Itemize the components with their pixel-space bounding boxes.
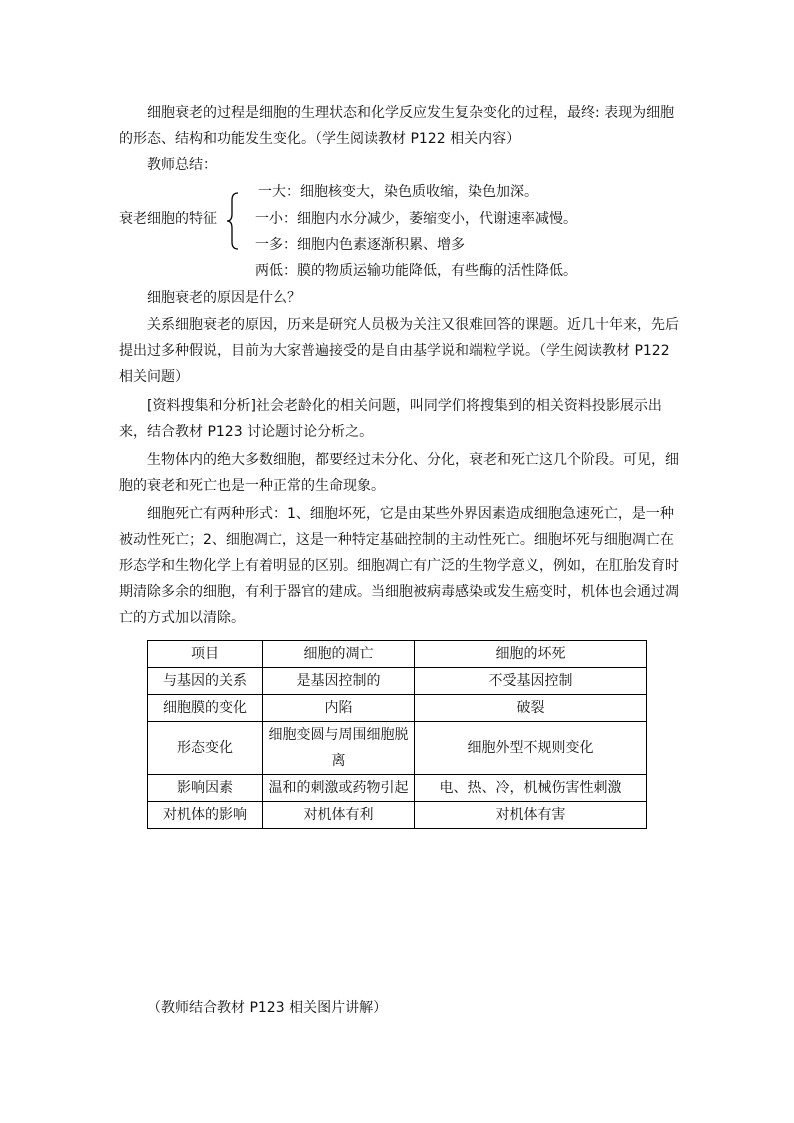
table-cell: 细胞膜的变化 <box>148 695 263 722</box>
table-cell: 细胞外型不规则变化 <box>415 722 647 775</box>
intro-paragraph: 细胞衰老的过程是细胞的生理状态和化学反应发生复杂变化的过程，最终: 表现为细胞的形态、结构和功能发生变化。（学生阅读教材 P122 相关内容） <box>119 105 675 147</box>
question-heading: 细胞衰老的原因是什么？ <box>147 290 301 306</box>
table-row <box>148 668 647 695</box>
death-forms-paragraph: 细胞死亡有两种形式：1、细胞坏死，它是由某些外界因素造成细胞急速死亡，是一种被动性死亡；2、细胞凋亡，这是一种特定基础控制的主动性死亡。细胞坏死与细胞凋亡在形态学和生物化学上有着明显的区别。细胞凋亡有广泛的生物学意义，例如，在肛胎发育时期清除多余的细胞，有利于器官的建成。当细胞被病毒感染或发生癌变时，机体也会通过凋亡的方式加以清除。 <box>119 506 679 626</box>
table-cell: 对机体有害 <box>415 802 647 829</box>
features-label: 衰老细胞的特征 <box>119 211 217 227</box>
table-cell: 是基因控制的 <box>263 668 415 695</box>
stages-paragraph: 生物体内的绝大多数细胞，都要经过未分化、分化，衰老和死亡这几个阶段。可见，细胞的衰老和死亡也是一种正常的生命现象。 <box>119 452 679 494</box>
table-cell: 电、热、冷，机械伤害性刺激 <box>415 775 647 802</box>
footer-note: （教师结合教材 P123 相关图片讲解） <box>147 1000 388 1016</box>
table-row <box>148 802 647 829</box>
table-row <box>148 775 647 802</box>
table-cell: 温和的刺激或药物引起 <box>263 775 415 802</box>
table-header-cell: 细胞的坏死 <box>415 641 647 668</box>
table-header-row <box>148 641 647 668</box>
causes-paragraph: 关系细胞衰老的原因，历来是研究人员极为关注又很难回答的课题。近几十年来，先后提出过多种假说，目前为大家普遍接受的是自由基学说和端粒学说。（学生阅读教材 P122 相关问题） <box>119 317 679 385</box>
feature-item: 一多：细胞内色素逐渐积累、增多 <box>255 237 465 253</box>
table-cell: 不受基因控制 <box>415 668 647 695</box>
summary-label: 教师总结： <box>147 157 217 173</box>
table-cell: 与基因的关系 <box>148 668 263 695</box>
table-cell: 对机体的影响 <box>148 802 263 829</box>
table-cell: 破裂 <box>415 695 647 722</box>
table-cell: 形态变化 <box>148 722 263 775</box>
table-header-cell: 细胞的凋亡 <box>263 641 415 668</box>
table-header-cell: 项目 <box>148 641 263 668</box>
table-cell: 细胞变圆与周围细胞脱离 <box>263 722 415 775</box>
table-cell: 影响因素 <box>148 775 263 802</box>
feature-item: 一大：细胞核变大，染色质收缩，染色加深。 <box>258 184 538 200</box>
table-cell: 内陷 <box>263 695 415 722</box>
comparison-table <box>147 640 647 829</box>
curly-brace-icon <box>226 192 240 250</box>
table-cell: 对机体有利 <box>263 802 415 829</box>
resources-paragraph: [资料搜集和分析]社会老龄化的相关问题，叫同学们将搜集到的相关资料投影展示出来，结合教材 P123 讨论题讨论分析之。 <box>119 398 662 440</box>
table-row <box>148 722 647 775</box>
table-row <box>148 695 647 722</box>
feature-item: 一小：细胞内水分减少，萎缩变小，代谢速率减慢。 <box>255 211 577 227</box>
feature-item: 两低：膜的物质运输功能降低，有些酶的活性降低。 <box>255 263 577 279</box>
